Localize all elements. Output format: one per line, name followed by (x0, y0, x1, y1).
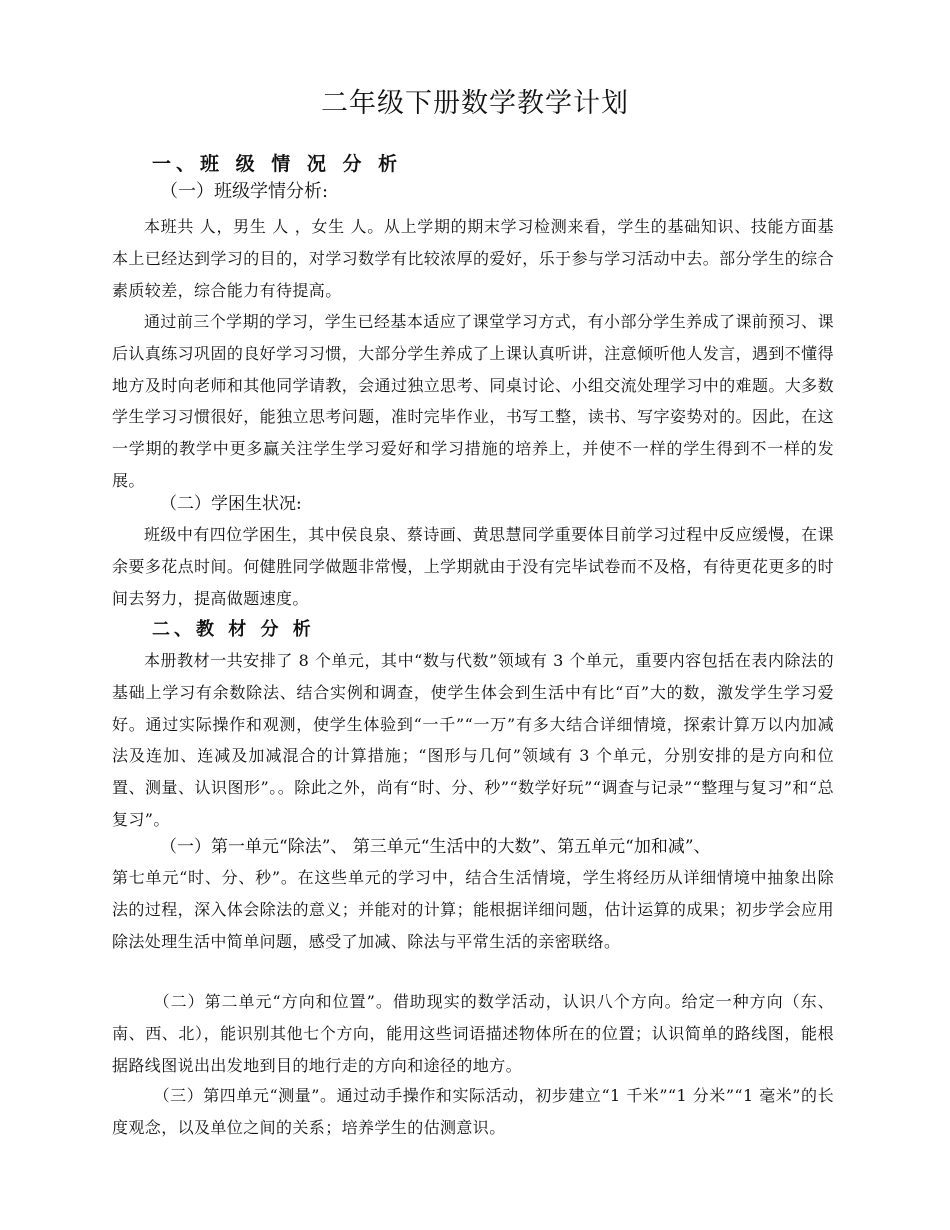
paragraph-unit-division: 第七单元“时、分、秒”。在这些单元的学习中，结合生活情境，学生将经历从详细情境中抽象出除法的过程，深入体会除法的意义；并能对的计算；能根据详细问题，估计运算的成果；初步学会应用除法处理生活中简单问题，感受了加减、除法与平常生活的亲密联络。 (112, 868, 834, 951)
subheading-class-learning-analysis: （一）班级学情分析: (160, 181, 329, 202)
subheading-struggling-students: （二）学困生状况: (160, 494, 302, 514)
paragraph-unit-direction: （二）第二单元“方向和位置”。借助现实的数学活动，认识八个方向。给定一种方向（东、南、西、北），能识别其他七个方向，能用这些词语描述物体所在的位置；认识简单的路线图，能根据路线图说出出发地到目的地行走的方向和途径的地方。 (112, 992, 834, 1075)
paragraph-learning-habits: 通过前三个学期的学习，学生已经基本适应了课堂学习方式，有小部分学生养成了课前预习、课后认真练习巩固的良好学习习惯，大部分学生养成了上课认真听讲，注意倾听他人发言，遇到不懂得地方及时向老师和其他同学请教，会通过独立思考、同桌讨论、小组交流处理学习中的难题。大多数学生学习习惯很好，能独立思考问题，准时完毕作业，书写工整，读书、写字姿势对的。因此，在这一学期的教学中更多赢关注学生学习爱好和学习措施的培养上，并使不一样的学生得到不一样的发展。 (112, 312, 834, 490)
section-heading-class-analysis: 一、班 级 情 况 分 析 (152, 153, 403, 175)
paragraph-textbook-overview: 本册教材一共安排了 8 个单元，其中“数与代数”领域有 3 个单元，重要内容包括在表内除法的基础上学习有余数除法、结合实例和调查，使学生体会到生活中有比“百”大的数，激发学生学习爱好。通过实际操作和观测，使学生体验到“一千”“一万”有多大结合详细情境，探索计算万以内加减法及连加、连减及加减混合的计算措施；“图形与几何”领域有 3 个单元，分别安排的是方向和位置、测量、认识图形”。。除此之外，尚有“时、分、秒”“数学好玩”“调查与记录”“整理与复习”和“总复习”。 (112, 651, 834, 829)
subheading-unit-division: （一）第一单元“除法”、 第三单元“生活中的大数”、第五单元“加和减”、 (160, 837, 711, 857)
paragraph-unit-measurement: （三）第四单元“测量”。通过动手操作和实际活动，初步建立“1 千米”“1 分米”“1 毫米”的长度观念，以及单位之间的关系；培养学生的估测意识。 (112, 1086, 834, 1137)
paragraph-class-overview: 本班共 人，男生 人 ，女生 人。从上学期的期末学习检测来看，学生的基础知识、技能方面基本上已经达到学习的目的，对学习数学有比较浓厚的爱好，乐于参与学习活动中去。部分学生的综合素质较差，综合能力有待提高。 (112, 217, 834, 300)
paragraph-struggling-students: 班级中有四位学困生，其中侯良泉、蔡诗画、黄思慧同学重要体目前学习过程中反应缓慢，在课余要多花点时间。何健胜同学做题非常慢，上学期就由于没有完毕试卷而不及格，有待更花更多的时间去努力，提高做题速度。 (112, 525, 834, 608)
page-title: 二年级下册数学教学计划 (321, 88, 629, 119)
section-heading-textbook-analysis: 二、教 材 分 析 (152, 619, 315, 640)
